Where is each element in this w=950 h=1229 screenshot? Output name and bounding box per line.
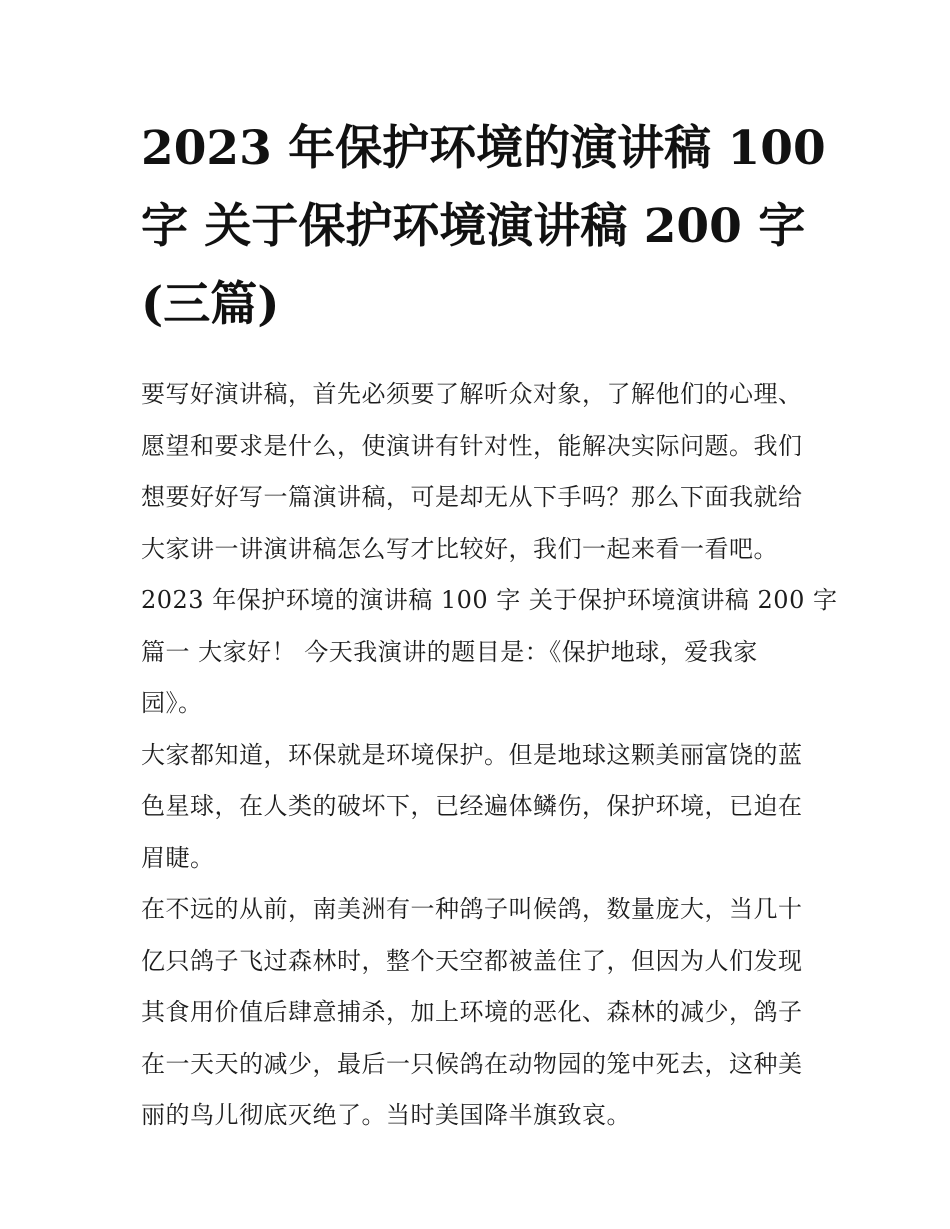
text-line: 丽的鸟儿彻底灭绝了。当时美国降半旗致哀。	[141, 1101, 631, 1129]
document-title	[141, 110, 826, 344]
paragraph-intro	[141, 369, 816, 575]
document-page	[141, 110, 838, 1142]
text-line: 在一天天的减少，最后一只候鸽在动物园的笼中死去，这种美	[141, 1049, 803, 1078]
text-line: 要写好演讲稿，首先必须要了解听众对象，了解他们的心理、	[141, 380, 803, 408]
text-line: 大家讲一讲演讲稿怎么写才比较好，我们一起来看一看吧。	[141, 534, 778, 563]
text-line: 愿望和要求是什么，使演讲有针对性，能解决实际问题。我们	[141, 431, 803, 460]
paragraph-pigeon-story	[141, 884, 816, 1142]
document-body	[141, 369, 838, 1142]
text-line: 大家都知道，环保就是环境保护。但是地球这颗美丽富饶的蓝	[141, 740, 803, 769]
text-line: 色星球，在人类的破坏下，已经遍体鳞伤，保护环境，已迫在	[141, 792, 803, 820]
title-line: 2023 年保护环境的演讲稿 100	[141, 121, 826, 176]
paragraph-heading-section	[141, 575, 838, 730]
text-line: 想要好好写一篇演讲稿，可是却无从下手吗？那么下面我就给	[141, 483, 803, 511]
text-line: 篇一 大家好！ 今天我演讲的题目是：《保护地球，爱我家	[141, 637, 758, 666]
text-line: 亿只鸽子飞过森林时，整个天空都被盖住了，但因为人们发现	[141, 946, 803, 975]
text-line: 2023 年保护环境的演讲稿 100 字 关于保护环境演讲稿 200 字	[141, 586, 838, 614]
text-line: 其食用价值后肆意捕杀，加上环境的恶化、森林的减少，鸽子	[141, 998, 803, 1026]
text-line: 园》。	[141, 689, 203, 717]
text-line: 在不远的从前，南美洲有一种鸽子叫候鸽，数量庞大，当几十	[141, 895, 803, 923]
text-line: 眉睫。	[141, 843, 215, 872]
title-line: 字 关于保护环境演讲稿 200 字	[141, 199, 806, 254]
paragraph-environment	[141, 730, 816, 885]
title-line: (三篇)	[141, 277, 280, 332]
